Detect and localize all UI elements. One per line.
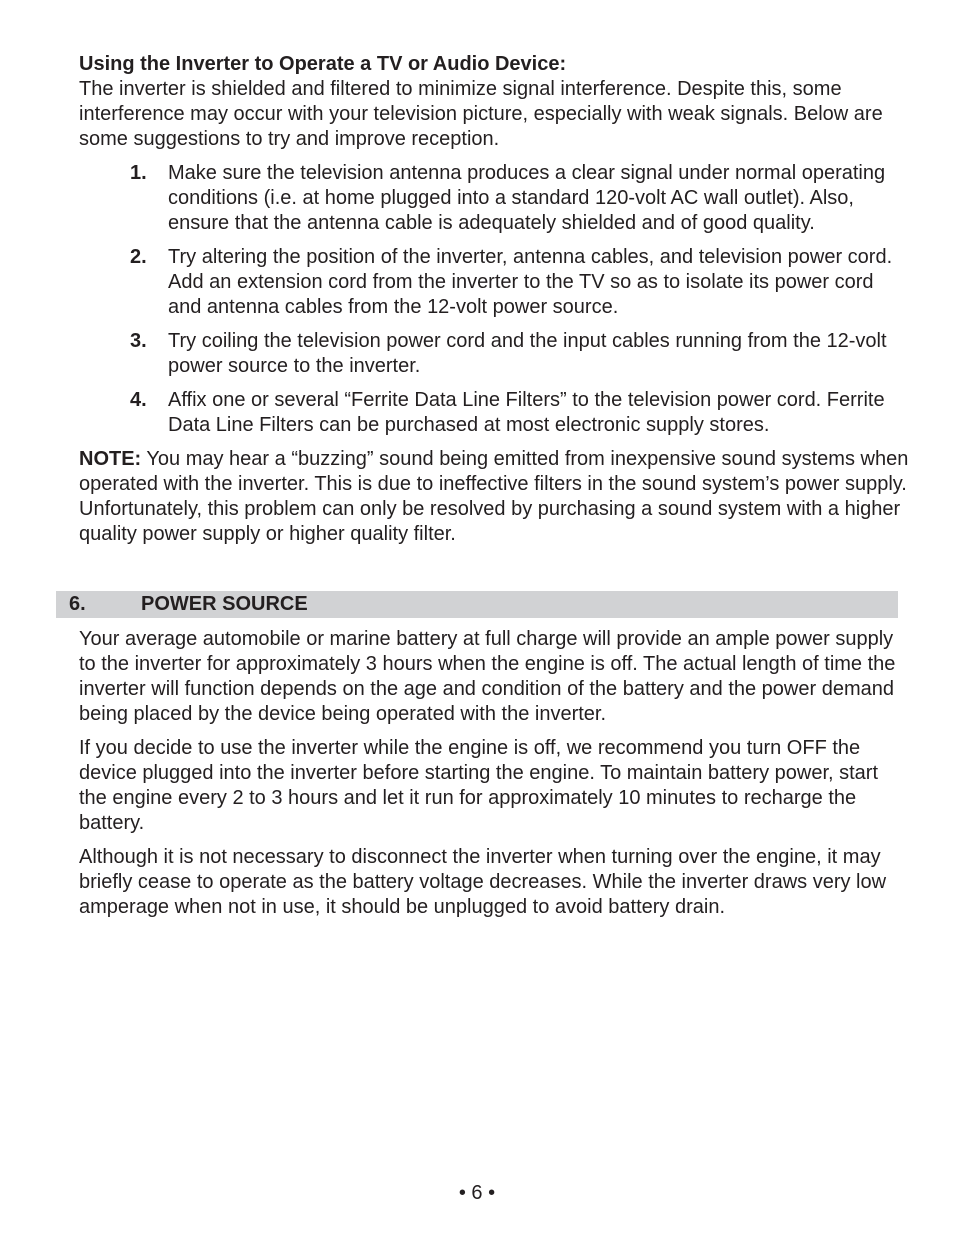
- list-item: [79, 329, 909, 379]
- suggestion-list: [79, 161, 909, 438]
- section-number: 6.: [69, 593, 86, 615]
- list-item: [79, 161, 909, 236]
- section-header-power-source: [56, 591, 898, 618]
- tv-section-title: Using the Inverter to Operate a TV or Audio Device:: [79, 53, 567, 75]
- list-item-text: Try coiling the television power cord and the input cables running from the 12-volt power source to the inverter.: [168, 330, 887, 377]
- power-source-body: [79, 627, 909, 929]
- note-label: NOTE:: [79, 448, 142, 470]
- list-item-number: 1.: [130, 162, 147, 184]
- power-paragraph: Although it is not necessary to disconnect the inverter when turning over the engine, it may briefly cease to operate as the battery voltage decreases. While the inverter draws very low amperage when not in use, it should be unplugged to avoid battery drain.: [79, 846, 887, 918]
- list-item-text: Make sure the television antenna produces a clear signal under normal operating conditions (i.e. at home plugged into a standard 120-volt AC wall outlet). Also, ensure that the antenna cable is adequately shielded and of good quality.: [168, 162, 886, 234]
- list-item-number: 3.: [130, 330, 147, 352]
- list-item: [79, 245, 909, 320]
- list-item-text: Affix one or several “Ferrite Data Line Filters” to the television power cord. Ferrite Data Line Filters can be purchased at most electronic supply stores.: [168, 389, 885, 436]
- tv-section: [79, 52, 909, 547]
- power-paragraph: Your average automobile or marine battery at full charge will provide an ample power supply to the inverter for approximately 3 hours when the engine is off. The actual length of time the inverter will function depends on the age and condition of the battery and the power demand being placed by the device being operated with the inverter.: [79, 628, 896, 725]
- section-title: POWER SOURCE: [141, 593, 308, 615]
- list-item-number: 2.: [130, 246, 147, 268]
- note-text: You may hear a “buzzing” sound being emitted from inexpensive sound systems when operated with the inverter. This is due to ineffective filters in the sound system’s power supply. Unfortunately, this problem can only be resolved by purchasing a sound system with a higher quality power supply or higher quality filter.: [79, 448, 909, 545]
- list-item-number: 4.: [130, 389, 147, 411]
- list-item: [79, 388, 909, 438]
- power-paragraph: If you decide to use the inverter while the engine is off, we recommend you turn OFF the device plugged into the inverter before starting the engine. To maintain battery power, start the engine every 2 to 3 hours and let it run for approximately 10 minutes to recharge the battery.: [79, 737, 879, 834]
- note-paragraph: [79, 447, 909, 547]
- page-number: • 6 •: [458, 1182, 496, 1204]
- tv-section-intro: The inverter is shielded and filtered to minimize signal interference. Despite this, some interference may occur with your television picture, especially with weak signals. Below are some suggestions to try and improve reception.: [79, 78, 883, 150]
- list-item-text: Try altering the position of the inverter, antenna cables, and television power cord. Add an extension cord from the inverter to the TV so as to isolate its power cord and antenna cables from the 12-volt power source.: [168, 246, 893, 318]
